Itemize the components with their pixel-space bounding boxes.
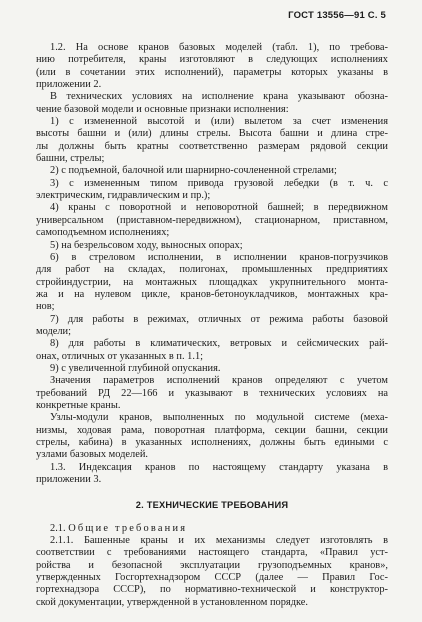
text-line: ской документации, утвержденной в установленном порядке. bbox=[36, 596, 308, 608]
text-line: 8) для работы в климатических, ветровых и сейсмических рай- bbox=[50, 338, 388, 350]
text-line: гортехнадзора СССР), по нормативно-технической и конструктор- bbox=[36, 584, 388, 596]
paragraph bbox=[36, 314, 388, 339]
text-line: Значения параметров исполнений кранов определяют с учетом bbox=[50, 375, 388, 387]
text-line: приложении 3. bbox=[36, 474, 102, 486]
text-line: ройства и безопасной эксплуатации грузоподъемных кранов», bbox=[36, 559, 388, 571]
text-line: требований РД 22—166 и указывают в технических условиях на bbox=[36, 387, 388, 399]
text-line: нию потребителя, краны изготовляют в следующих исполнениях bbox=[36, 54, 388, 66]
subsection-title: 2.1. Общие требования bbox=[50, 522, 188, 534]
text-line: 2.1.1. Башенные краны и их механизмы следует изготовлять в bbox=[50, 535, 388, 547]
text-line: лы должны быть кратны соответственно размерам рядовой секции bbox=[36, 140, 388, 152]
text-line: 9) с увеличенной глубиной опускания. bbox=[50, 362, 221, 374]
text-line: соответствии с требованиями настоящего стандарта, «Правил уст- bbox=[36, 547, 388, 559]
text-line: нов; bbox=[36, 301, 55, 313]
text-line: 5) на безрельсовом ходу, выносных опорах; bbox=[50, 239, 243, 251]
text-line: стрелы, кабина) в указанных исполнениях, должны быть едиными с bbox=[36, 437, 388, 448]
text-line: для работ на складах, полигонах, промышленных предприятиях bbox=[36, 264, 388, 276]
text-line: 1.3. Индексация кранов по настоящему стандарту указана в bbox=[50, 461, 388, 473]
text-line: 1.2. На основе кранов базовых моделей (табл. 1), по требова- bbox=[50, 42, 388, 53]
paragraph bbox=[36, 240, 388, 252]
text-line: высоты башни и (или) длины стрелы. Высота башни и длина стре- bbox=[36, 128, 388, 140]
paragraph bbox=[36, 178, 388, 203]
paragraph bbox=[36, 91, 388, 116]
text-line: стройиндустрии, на монтажных площадках укрупнительного монта- bbox=[36, 276, 388, 288]
text-line: узлами базовых моделей. bbox=[36, 449, 148, 461]
document-body bbox=[36, 42, 388, 609]
text-line: утвержденных Госгортехнадзором СССР (далее — Правил Гос- bbox=[36, 572, 388, 584]
text-line: 1) с измененной высотой и (или) вылетом за счет изменения bbox=[50, 116, 388, 128]
text-line: 3) с измененным типом привода грузовой лебедки (в т. ч. с bbox=[50, 177, 388, 189]
text-line: Узлы-модули кранов, выполненных по модульной системе (меха- bbox=[50, 412, 388, 424]
paragraph bbox=[36, 116, 388, 165]
text-line: 4) краны с поворотной и неповоротной башней; в передвижном bbox=[50, 202, 388, 214]
paragraph bbox=[36, 375, 388, 412]
text-line: (или в сочетании этих исполнений), параметры которых указаны в bbox=[36, 66, 388, 78]
text-line: конкретные краны. bbox=[36, 399, 121, 411]
text-line: приложении 2. bbox=[36, 79, 102, 91]
paragraph bbox=[36, 42, 388, 91]
paragraph bbox=[36, 338, 388, 363]
page-header: ГОСТ 13556—91 С. 5 bbox=[288, 10, 386, 21]
paragraph bbox=[36, 252, 388, 314]
paragraph bbox=[36, 462, 388, 487]
text-line: онах, отличных от указанных в п. 1.1; bbox=[36, 350, 204, 362]
text-line: самоподъемном исполнениях; bbox=[36, 227, 170, 239]
paragraph bbox=[36, 165, 388, 177]
text-line: чение базовой модели и основные признаки исполнения: bbox=[36, 103, 289, 115]
text-line: 6) в стреловом исполнении, в исполнении кранов-погрузчиков bbox=[50, 251, 388, 263]
text-line: жа и на нулевом цикле, кранов-бетоноукладчиков, монтажных кра- bbox=[36, 288, 388, 300]
text-line: модели; bbox=[36, 325, 72, 337]
paragraph bbox=[36, 535, 388, 609]
text-line: электрическим, гидравлическим и пр.); bbox=[36, 190, 211, 202]
text-line: универсальном (приставном-передвижном), стационарном, приставном, bbox=[36, 214, 388, 226]
text-line: 7) для работы в режимах, отличных от режима работы базовой bbox=[50, 313, 388, 325]
section-heading: 2. ТЕХНИЧЕСКИЕ ТРЕБОВАНИЯ bbox=[135, 500, 289, 511]
paragraph bbox=[36, 202, 388, 239]
text-line: низмы, ходовая рама, поворотная платформа, секции башни, секции bbox=[36, 424, 388, 436]
text-line: башни, стрелы; bbox=[36, 153, 105, 165]
paragraph bbox=[36, 363, 388, 375]
paragraph bbox=[36, 412, 388, 461]
text-line: В технических условиях на исполнение крана указывают обозна- bbox=[50, 91, 388, 103]
text-line: 2) с подъемной, балочной или шарнирно-сочлененной стрелами; bbox=[50, 165, 337, 177]
